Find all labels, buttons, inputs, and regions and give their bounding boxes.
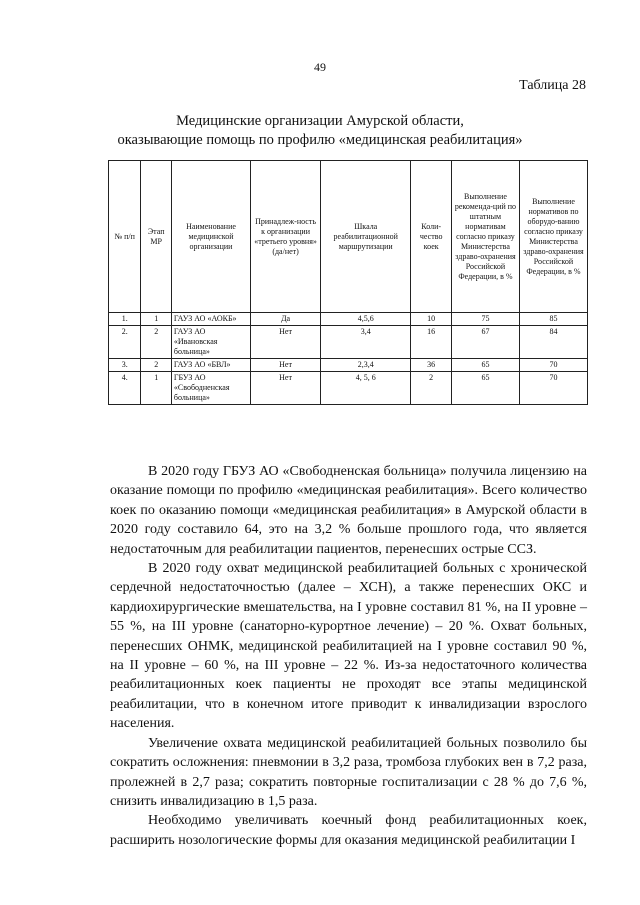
- document-title: [0, 112, 640, 150]
- page-number: 49: [314, 60, 326, 74]
- cell-organization: ГБУЗ АО «Свободненская больница»: [171, 372, 250, 405]
- cell-equipment-compliance: 70: [519, 372, 587, 405]
- cell-organization: ГАУЗ АО «Ивановская больница»: [171, 326, 250, 359]
- cell-equipment-compliance: 84: [519, 326, 587, 359]
- cell-organization: ГАУЗ АО «АОКБ»: [171, 313, 250, 326]
- table-row: [109, 313, 588, 326]
- header-routing-scale: Шкала реабилитационной маршрутизации: [321, 161, 411, 313]
- cell-staff-compliance: 65: [451, 372, 519, 405]
- paragraph: В 2020 году ГБУЗ АО «Свободненская больница» получила лицензию на оказание помощи по профилю «медицинская реабилитация». Всего количество коек по оказанию помощи «медицинская реабилитация» в Амурской области в 2020 году составило 64, это на 3,2 % больше прошлого года, что является недостаточным для реабилитации пациентов, перенесших острые ССЗ.: [110, 464, 587, 557]
- cell-bed-count: 2: [411, 372, 452, 405]
- cell-bed-count: 36: [411, 359, 452, 372]
- title-line: Медицинские организации Амурской области,: [176, 113, 464, 129]
- cell-routing-scale: 3,4: [321, 326, 411, 359]
- cell-number: 2.: [109, 326, 141, 359]
- cell-number: 3.: [109, 359, 141, 372]
- header-third-level: Принадлеж-ность к организации «третьего уровня» (да/нет): [251, 161, 321, 313]
- header-number: № п/п: [109, 161, 141, 313]
- paragraph: Необходимо увеличивать коечный фонд реабилитационных коек, расширить нозологические формы для оказания медицинской реабилитации I: [110, 813, 587, 848]
- title-line: оказывающие помощь по профилю «медицинская реабилитация»: [117, 132, 523, 148]
- cell-routing-scale: 2,3,4: [321, 359, 411, 372]
- header-equipment-compliance: Выполнение нормативов по оборудо-ванию согласно приказу Министерства здраво-охранения Российской Федерации, в %: [519, 161, 587, 313]
- cell-equipment-compliance: 70: [519, 359, 587, 372]
- cell-third-level: Нет: [251, 372, 321, 405]
- body-text: [110, 462, 587, 850]
- cell-bed-count: 10: [411, 313, 452, 326]
- table-header-row: [109, 161, 588, 313]
- cell-equipment-compliance: 85: [519, 313, 587, 326]
- cell-number: 4.: [109, 372, 141, 405]
- table-row: [109, 359, 588, 372]
- table-row: [109, 372, 588, 405]
- paragraph: Увеличение охвата медицинской реабилитацией больных позволило бы сократить осложнения: пневмонии в 3,2 раза, тромбоза глубоких вен в 7,2 раза, пролежней в 2,7 раза; сократить повторные госпитализации с 28 % до 7,6 %, снизить инвалидизацию в 1,5 раза.: [110, 735, 587, 809]
- cell-staff-compliance: 75: [451, 313, 519, 326]
- header-stage: Этап МР: [141, 161, 171, 313]
- cell-routing-scale: 4,5,6: [321, 313, 411, 326]
- cell-stage: 2: [141, 326, 171, 359]
- medical-organizations-table: [108, 160, 588, 405]
- cell-stage: 1: [141, 372, 171, 405]
- cell-bed-count: 16: [411, 326, 452, 359]
- table-row: [109, 326, 588, 359]
- header-organization-name: Наименование медицинской организации: [171, 161, 250, 313]
- cell-routing-scale: 4, 5, 6: [321, 372, 411, 405]
- cell-number: 1.: [109, 313, 141, 326]
- cell-staff-compliance: 65: [451, 359, 519, 372]
- header-staff-compliance: Выполнение рекоменда-ций по штатным нормативам согласно приказу Министерства здраво-охранения Российской Федерации, в %: [451, 161, 519, 313]
- cell-staff-compliance: 67: [451, 326, 519, 359]
- cell-stage: 2: [141, 359, 171, 372]
- cell-third-level: Нет: [251, 326, 321, 359]
- cell-third-level: Нет: [251, 359, 321, 372]
- cell-organization: ГАУЗ АО «БВЛ»: [171, 359, 250, 372]
- paragraph: В 2020 году охват медицинской реабилитацией больных с хронической сердечной недостаточностью (далее – ХСН), а также перенесших ОКС и кардиохирургические вмешательства, на I уровне составил 81 %, на II уровне – 55 %, на III уровне (санаторно-курортное лечение) – 20 %. Охват больных, перенесших ОНМК, медицинской реабилитацией на I уровне составил 90 %, на II уровне – 60 %, на III уровне – 22 %. Из-за недостаточного количества реабилитационных коек пациенты не проходят все этапы медицинской реабилитации, что в конечном итоге приводит к инвалидизации взрослого населения.: [110, 561, 587, 732]
- table-label: Таблица 28: [519, 78, 586, 93]
- header-bed-count: Коли-чество коек: [411, 161, 452, 313]
- cell-stage: 1: [141, 313, 171, 326]
- cell-third-level: Да: [251, 313, 321, 326]
